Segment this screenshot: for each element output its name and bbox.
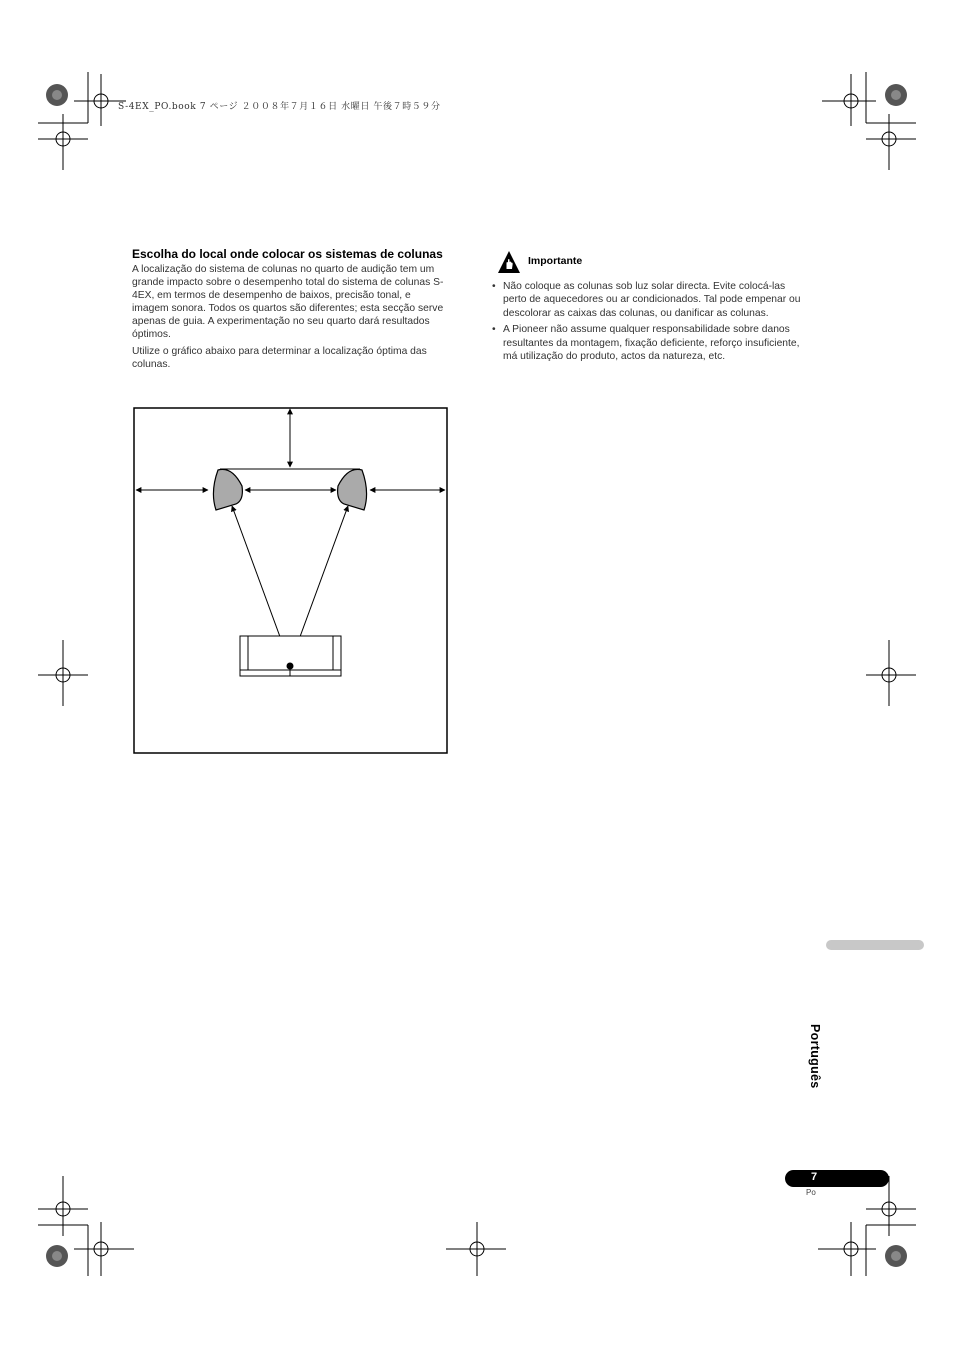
bullet-dot: •: [492, 324, 496, 336]
speaker-right: [338, 469, 367, 510]
language-label: Português: [808, 1024, 822, 1089]
intro-paragraph: A localização do sistema de colunas no quarto de audição tem um grande impacto sobre o desempenho total do sistema de colunas S-4EX, em termos de desempenho de baixos, precisão tonal, e imagem sonora. Todos os quartos são diferentes; esta secção serve apenas de guia. A experimentação no seu quarto dará resultados óptimos.: [132, 264, 444, 340]
section-title: Escolha do local onde colocar os sistemas de colunas: [132, 247, 443, 261]
list-item: [492, 280, 804, 320]
language-tab: [826, 940, 924, 950]
listening-sofa: [240, 636, 341, 676]
language-code: Po: [806, 1188, 816, 1197]
page-number: 7: [810, 1171, 818, 1183]
warning-hand-icon: [497, 250, 521, 274]
bullet-dot: •: [492, 281, 496, 292]
page-number-badge: [785, 1170, 889, 1187]
list-item-text: Não coloque as colunas sob luz solar directa. Evite colocá-las perto de aquecedores ou ar condicionados. Tal pode empenar ou descolorar as caixas das colunas, ou danificar as colunas.: [503, 281, 801, 319]
list-item: [492, 323, 804, 363]
print-header: S-4EX_PO.book 7 ページ ２００８年７月１６日 水曜日 午後７時５９分: [118, 102, 441, 112]
important-list: [492, 280, 804, 366]
list-item-text: A Pioneer não assume qualquer responsabilidade sobre danos resultantes da montagem, fixação deficiente, reforço insuficiente, má utilização do produto, actos da natureza, etc.: [503, 324, 800, 363]
instruction-paragraph: Utilize o gráfico abaixo para determinar a localização óptima das colunas.: [132, 346, 427, 370]
speaker-left: [213, 469, 242, 510]
speaker-placement-diagram: [130, 392, 452, 758]
important-title: Importante: [528, 255, 583, 267]
listening-position: [287, 663, 294, 670]
